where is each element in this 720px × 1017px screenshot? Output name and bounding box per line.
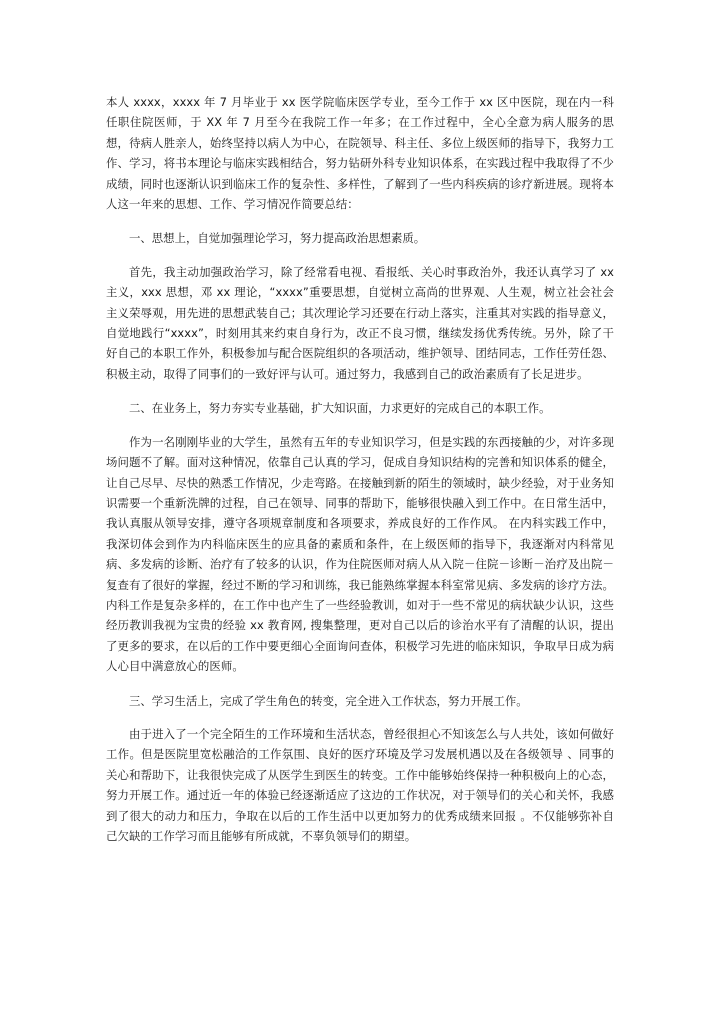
section-2-paragraph: 作为一名刚刚毕业的大学生，虽然有五年的专业知识学习，但是实践的东西接触的少，对许多现场问题不了解。面对这种情况，依靠自己认真的学习，促成自身知识结构的完善和知识体系的健全，让自己尽早、尽快的熟悉工作情况，少走弯路。在接触到新的陌生的领域时，缺少经验，对于业务知识需要一个重新洗牌的过程，自己在领导、同事的帮助下，能够很快融入到工作中。在日常生活中，我认真服从领导安排，遵守各项规章制度和各项要求，养成良好的工作作风。 在内科实践工作中，我深切体会到作为内科临床医生的应具备的素质和条件，在上级医师的指导下，我逐渐对内科常见病、多发病的诊断、治疗有了较多的认识，作为住院医师对病人从入院－住院－诊断－治疗及出院－复查有了很好的掌握，经过不断的学习和训练，我已能熟练掌握本科室常见病、多发病的诊疗方法。内科工作是复杂多样的，在工作中也产生了一些经验教训，如对于一些不常见的病状缺少认识，这些经历教训我视为宝贵的经验 xx 教育网, 搜集整理，更对自己以后的诊治水平有了清醒的认识，提出了更多的要求，在以后的工作中要更细心全面询问查体，积极学习先进的临床知识，争取早日成为病人心目中满意放心的医师。 [106, 434, 614, 674]
section-1-paragraph: 首先，我主动加强政治学习，除了经常看电视、看报纸、关心时事政治外，我还认真学习了 xx 主义，xxx 思想，邓 xx 理论，“xxxx”重要思想，自觉树立高尚的世界观、人生观，树立社会社会主义荣辱观，用先进的思想武装自己；其次理论学习还要在行动上落实，注重其对实践的指导意义，自觉地践行“xxxx”，时刻用其来约束自身行为，改正不良习惯，继续发扬优秀传统。另外，除了干好自己的本职工作外，积极参加与配合医院组织的各项活动，维护领导、团结同志，工作任劳任怨、积极主动，取得了同事们的一致好评与认可。通过努力，我感到自己的政治素质有了长足进步。 [106, 264, 614, 381]
section-1-heading: 一、思想上，自觉加强理论学习，努力提高政治思想素质。 [129, 231, 426, 246]
section-2-heading: 二、在业务上，努力夯实专业基础，扩大知识面，力求更好的完成自己的本职工作。 [129, 401, 551, 416]
section-3-paragraph: 由于进入了一个完全陌生的工作环境和生活状态，曾经很担心不知该怎么与人共处，该如何做好工作。但是医院里宽松融洽的工作氛围、良好的医疗环境及学习发展机遇以及在各级领导 、同事的关心和帮助下，让我很快完成了从医学生到医生的转变。工作中能够始终保持一种积极向上的心态，努力开展工作。通过近一年的体验已经逐渐适应了这边的工作状况，对于领导们的关心和关怀，我感到了很大的动力和压力，争取在以后的工作生活中以更加努力的优秀成绩来回报 。不仅能够弥补自己欠缺的工作学习而且能够有所成就，不辜负领导们的期望。 [106, 726, 614, 843]
document-page [106, 92, 614, 846]
intro-paragraph: 本人 xxxx，xxxx 年 7 月毕业于 xx 医学院临床医学专业，至今工作于 xx 区中医院，现在内一科任职住院医师，于 XX 年 7 月至今在我院工作一年多；在工作过程中，全心全意为病人服务的思想，待病人胜亲人，始终坚持以病人为中心，在院领导、科主任、多位上级医师的指导下，我努力工作、学习，将书本理论与临床实践相结合，努力钻研外科专业知识体系，在实践过程中我取得了不少成绩，同时也逐渐认识到临床工作的复杂性、多样性，了解到了一些内科疾病的诊疗新进展。现将本人这一年来的思想、工作、学习情况作简要总结： [106, 95, 614, 212]
section-3-heading: 三、学习生活上，完成了学生角色的转变，完全进入工作状态，努力开展工作。 [129, 693, 528, 708]
